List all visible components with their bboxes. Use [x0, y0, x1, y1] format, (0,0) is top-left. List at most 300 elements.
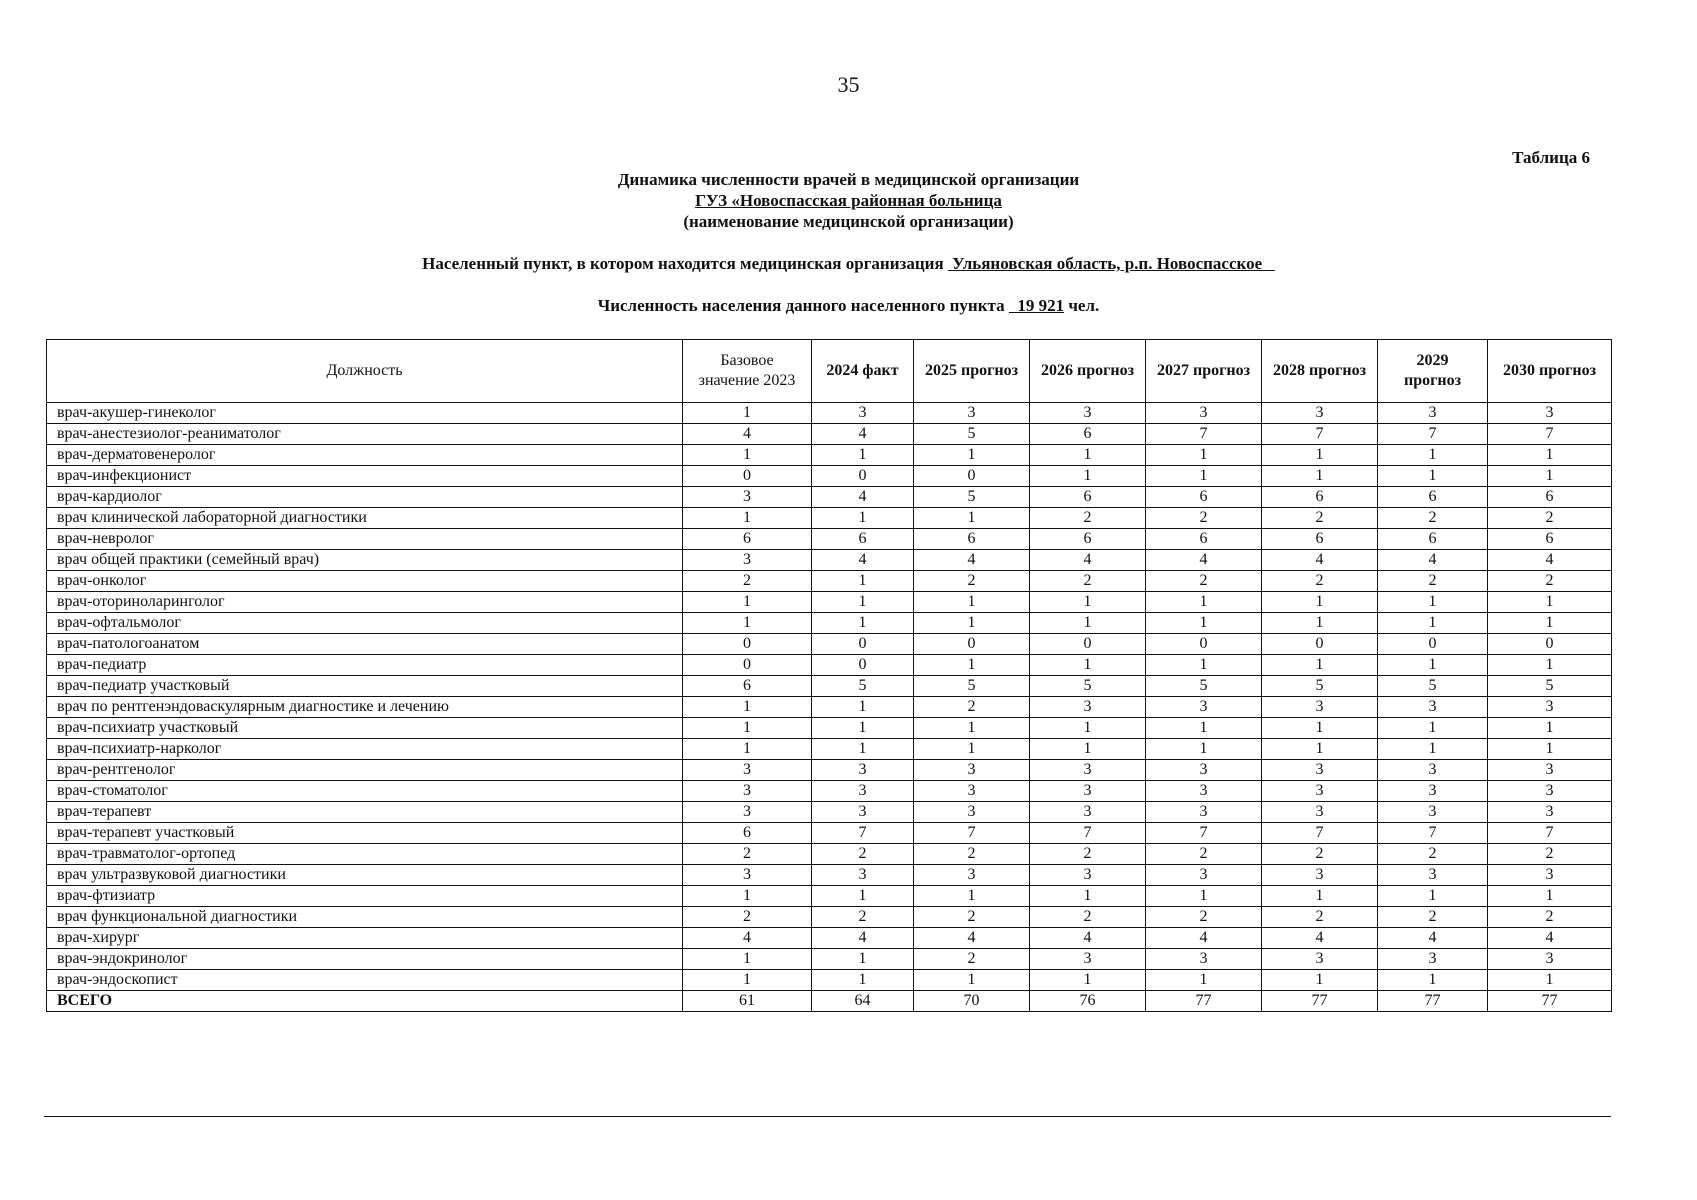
cell-2026: 6: [1030, 487, 1146, 508]
population-unit: чел.: [1068, 296, 1100, 315]
cell-2029: 7: [1378, 424, 1488, 445]
table-row: [47, 613, 1612, 634]
cell-2027: 2: [1146, 907, 1262, 928]
cell-2028: 4: [1262, 928, 1378, 949]
cell-2030: 2: [1488, 571, 1612, 592]
cell-position: врач-оториноларинголог: [47, 592, 683, 613]
cell-2024: 1: [812, 445, 914, 466]
cell-2028: 1: [1262, 445, 1378, 466]
cell-2027: 1: [1146, 466, 1262, 487]
cell-2030: 2: [1488, 844, 1612, 865]
cell-2027: 1: [1146, 445, 1262, 466]
cell-position: врач-эндокринолог: [47, 949, 683, 970]
cell-base-2023: 1: [683, 508, 812, 529]
cell-2027: 7: [1146, 424, 1262, 445]
cell-2026: 2: [1030, 571, 1146, 592]
cell-2030: 1: [1488, 613, 1612, 634]
cell-2026: 3: [1030, 802, 1146, 823]
cell-2028: 7: [1262, 424, 1378, 445]
cell-2025: 1: [914, 886, 1030, 907]
cell-2030: 4: [1488, 550, 1612, 571]
cell-2026: 3: [1030, 949, 1146, 970]
cell-2024: 7: [812, 823, 914, 844]
cell-2029: 3: [1378, 865, 1488, 886]
cell-2026: 1: [1030, 970, 1146, 991]
table-row: [47, 424, 1612, 445]
cell-2027: 6: [1146, 529, 1262, 550]
cell-2025: 1: [914, 613, 1030, 634]
cell-2024: 0: [812, 655, 914, 676]
cell-position: врач-инфекционист: [47, 466, 683, 487]
cell-2029: 3: [1378, 949, 1488, 970]
table-row: [47, 634, 1612, 655]
cell-2029: 6: [1378, 529, 1488, 550]
cell-position: врач клинической лабораторной диагностики: [47, 508, 683, 529]
cell-position: врач-акушер-гинеколог: [47, 403, 683, 424]
cell-2026: 1: [1030, 445, 1146, 466]
total-cell-2027: 77: [1146, 991, 1262, 1012]
cell-2028: 5: [1262, 676, 1378, 697]
cell-2024: 1: [812, 508, 914, 529]
cell-2026: 1: [1030, 739, 1146, 760]
cell-2028: 3: [1262, 865, 1378, 886]
header-2030: 2030 прогноз: [1488, 340, 1612, 403]
cell-base-2023: 1: [683, 739, 812, 760]
cell-2029: 1: [1378, 592, 1488, 613]
table-row: [47, 802, 1612, 823]
cell-2030: 1: [1488, 445, 1612, 466]
cell-2025: 1: [914, 508, 1030, 529]
cell-position: врач-психиатр-нарколог: [47, 739, 683, 760]
cell-2029: 1: [1378, 613, 1488, 634]
cell-base-2023: 6: [683, 529, 812, 550]
cell-2024: 6: [812, 529, 914, 550]
cell-2024: 5: [812, 676, 914, 697]
cell-2030: 3: [1488, 865, 1612, 886]
cell-position: врач-фтизиатр: [47, 886, 683, 907]
cell-2026: 1: [1030, 466, 1146, 487]
cell-2027: 1: [1146, 655, 1262, 676]
table-row: [47, 781, 1612, 802]
cell-2029: 5: [1378, 676, 1488, 697]
total-cell-2028: 77: [1262, 991, 1378, 1012]
table-header-row: [47, 340, 1612, 403]
cell-position: врач-стоматолог: [47, 781, 683, 802]
table-row: [47, 592, 1612, 613]
cell-2027: 3: [1146, 697, 1262, 718]
header-2029: 2029 прогноз: [1378, 340, 1488, 403]
cell-position: врач-рентгенолог: [47, 760, 683, 781]
table-row: [47, 508, 1612, 529]
cell-2025: 0: [914, 466, 1030, 487]
cell-2026: 3: [1030, 865, 1146, 886]
cell-2029: 3: [1378, 781, 1488, 802]
cell-2025: 5: [914, 676, 1030, 697]
cell-2029: 4: [1378, 550, 1488, 571]
population-line: [0, 296, 1697, 316]
cell-position: врач-дерматовенеролог: [47, 445, 683, 466]
cell-position: врач-анестезиолог-реаниматолог: [47, 424, 683, 445]
cell-2029: 0: [1378, 634, 1488, 655]
cell-2025: 4: [914, 928, 1030, 949]
cell-2029: 3: [1378, 697, 1488, 718]
organization-name: [0, 191, 1697, 211]
cell-2024: 3: [812, 802, 914, 823]
cell-2029: 3: [1378, 760, 1488, 781]
locality-label: Населенный пункт, в котором находится медицинская организация: [422, 254, 944, 273]
cell-2030: 6: [1488, 487, 1612, 508]
cell-2026: 2: [1030, 844, 1146, 865]
header-base-2023: Базовое значение 2023: [683, 340, 812, 403]
cell-2025: 0: [914, 634, 1030, 655]
cell-2024: 1: [812, 949, 914, 970]
cell-2027: 1: [1146, 592, 1262, 613]
cell-2030: 1: [1488, 655, 1612, 676]
cell-2028: 3: [1262, 802, 1378, 823]
cell-2029: 3: [1378, 802, 1488, 823]
table-body: [47, 403, 1612, 1012]
cell-base-2023: 1: [683, 403, 812, 424]
cell-2029: 1: [1378, 718, 1488, 739]
table-row: [47, 697, 1612, 718]
cell-2028: 6: [1262, 487, 1378, 508]
cell-position: врач по рентгенэндоваскулярным диагностике и лечению: [47, 697, 683, 718]
cell-2027: 4: [1146, 928, 1262, 949]
cell-position: врач общей практики (семейный врач): [47, 550, 683, 571]
cell-position: врач-кардиолог: [47, 487, 683, 508]
cell-position: врач ультразвуковой диагностики: [47, 865, 683, 886]
cell-2026: 7: [1030, 823, 1146, 844]
cell-position: врач-хирург: [47, 928, 683, 949]
cell-2025: 3: [914, 802, 1030, 823]
cell-2028: 1: [1262, 970, 1378, 991]
doctors-staffing-table: [46, 339, 1612, 1012]
table-row: [47, 403, 1612, 424]
cell-position: врач-педиатр участковый: [47, 676, 683, 697]
header-2025: 2025 прогноз: [914, 340, 1030, 403]
table-row: [47, 970, 1612, 991]
cell-2028: 1: [1262, 718, 1378, 739]
cell-2028: 2: [1262, 907, 1378, 928]
cell-2028: 4: [1262, 550, 1378, 571]
cell-2026: 1: [1030, 655, 1146, 676]
cell-2027: 1: [1146, 613, 1262, 634]
cell-base-2023: 1: [683, 718, 812, 739]
cell-2025: 5: [914, 424, 1030, 445]
cell-2029: 1: [1378, 970, 1488, 991]
cell-2025: 1: [914, 655, 1030, 676]
cell-2027: 3: [1146, 781, 1262, 802]
cell-2027: 6: [1146, 487, 1262, 508]
page-number: 35: [837, 72, 860, 97]
cell-2025: 1: [914, 592, 1030, 613]
cell-2030: 3: [1488, 949, 1612, 970]
cell-position: врач-эндоскопист: [47, 970, 683, 991]
table-row: [47, 550, 1612, 571]
cell-2028: 3: [1262, 403, 1378, 424]
cell-2030: 3: [1488, 781, 1612, 802]
total-cell-2029: 77: [1378, 991, 1488, 1012]
cell-2029: 1: [1378, 466, 1488, 487]
cell-base-2023: 0: [683, 655, 812, 676]
population-label: Численность населения данного населенного пункта: [597, 296, 1005, 315]
population-value: 19 921: [1017, 296, 1065, 315]
locality-value: Ульяновская область, р.п. Новоспасское: [952, 254, 1263, 273]
table-row: [47, 529, 1612, 550]
cell-2030: 1: [1488, 466, 1612, 487]
table-row: [47, 907, 1612, 928]
cell-2027: 1: [1146, 739, 1262, 760]
cell-2028: 3: [1262, 760, 1378, 781]
cell-2029: 1: [1378, 655, 1488, 676]
cell-2027: 2: [1146, 844, 1262, 865]
cell-2026: 4: [1030, 550, 1146, 571]
total-cell-2030: 77: [1488, 991, 1612, 1012]
cell-position: врач-травматолог-ортопед: [47, 844, 683, 865]
cell-base-2023: 1: [683, 613, 812, 634]
total-cell-base-2023: 61: [683, 991, 812, 1012]
cell-2030: 3: [1488, 760, 1612, 781]
cell-2026: 3: [1030, 403, 1146, 424]
cell-2024: 0: [812, 634, 914, 655]
cell-2025: 6: [914, 529, 1030, 550]
cell-2025: 1: [914, 445, 1030, 466]
cell-base-2023: 2: [683, 571, 812, 592]
cell-base-2023: 0: [683, 634, 812, 655]
total-cell-position: ВСЕГО: [47, 991, 683, 1012]
cell-2028: 3: [1262, 781, 1378, 802]
cell-base-2023: 4: [683, 424, 812, 445]
table-row: [47, 445, 1612, 466]
cell-base-2023: 3: [683, 550, 812, 571]
cell-2027: 0: [1146, 634, 1262, 655]
cell-2030: 4: [1488, 928, 1612, 949]
cell-2028: 1: [1262, 466, 1378, 487]
cell-2024: 3: [812, 865, 914, 886]
cell-2028: 1: [1262, 592, 1378, 613]
cell-position: врач-офтальмолог: [47, 613, 683, 634]
cell-2024: 3: [812, 760, 914, 781]
cell-2025: 1: [914, 718, 1030, 739]
cell-2025: 3: [914, 865, 1030, 886]
cell-2030: 0: [1488, 634, 1612, 655]
cell-2029: 2: [1378, 844, 1488, 865]
cell-2027: 7: [1146, 823, 1262, 844]
table-row: [47, 571, 1612, 592]
cell-2024: 4: [812, 487, 914, 508]
table-row: [47, 739, 1612, 760]
cell-base-2023: 3: [683, 760, 812, 781]
cell-2028: 6: [1262, 529, 1378, 550]
cell-base-2023: 0: [683, 466, 812, 487]
cell-2024: 1: [812, 718, 914, 739]
cell-2029: 1: [1378, 445, 1488, 466]
cell-base-2023: 1: [683, 445, 812, 466]
cell-2026: 1: [1030, 613, 1146, 634]
cell-base-2023: 6: [683, 823, 812, 844]
cell-2030: 3: [1488, 802, 1612, 823]
cell-2025: 3: [914, 781, 1030, 802]
cell-2025: 1: [914, 739, 1030, 760]
cell-2027: 1: [1146, 718, 1262, 739]
table-row: [47, 865, 1612, 886]
cell-2030: 1: [1488, 970, 1612, 991]
cell-2024: 1: [812, 592, 914, 613]
cell-2025: 2: [914, 571, 1030, 592]
cell-base-2023: 1: [683, 949, 812, 970]
cell-2026: 4: [1030, 928, 1146, 949]
cell-2026: 3: [1030, 697, 1146, 718]
cell-2030: 1: [1488, 886, 1612, 907]
cell-2030: 7: [1488, 823, 1612, 844]
table-row: [47, 760, 1612, 781]
cell-base-2023: 2: [683, 844, 812, 865]
cell-2030: 5: [1488, 676, 1612, 697]
cell-2029: 3: [1378, 403, 1488, 424]
table-row: [47, 886, 1612, 907]
cell-2028: 2: [1262, 571, 1378, 592]
cell-2026: 2: [1030, 508, 1146, 529]
cell-2024: 0: [812, 466, 914, 487]
cell-2027: 3: [1146, 760, 1262, 781]
table-total-row: [47, 991, 1612, 1012]
cell-position: врач-онколог: [47, 571, 683, 592]
table-row: [47, 655, 1612, 676]
cell-2024: 1: [812, 739, 914, 760]
organization-name-value: ГУЗ «Новоспасская районная больница: [695, 191, 1002, 210]
organization-caption: (наименование медицинской организации): [683, 212, 1014, 231]
footer-divider: [44, 1116, 1611, 1117]
cell-2024: 1: [812, 970, 914, 991]
cell-position: врач-невролог: [47, 529, 683, 550]
table-row: [47, 718, 1612, 739]
cell-2028: 1: [1262, 655, 1378, 676]
cell-base-2023: 1: [683, 592, 812, 613]
cell-2026: 5: [1030, 676, 1146, 697]
cell-2024: 2: [812, 907, 914, 928]
cell-position: врач-патологоанатом: [47, 634, 683, 655]
cell-2028: 1: [1262, 739, 1378, 760]
cell-2024: 1: [812, 571, 914, 592]
table-row: [47, 928, 1612, 949]
cell-2028: 3: [1262, 697, 1378, 718]
cell-base-2023: 1: [683, 697, 812, 718]
document-title: Динамика численности врачей в медицинской организации: [617, 170, 1080, 189]
cell-2024: 3: [812, 403, 914, 424]
cell-2026: 1: [1030, 592, 1146, 613]
table-row: [47, 949, 1612, 970]
cell-2029: 2: [1378, 907, 1488, 928]
cell-2029: 2: [1378, 571, 1488, 592]
cell-base-2023: 3: [683, 802, 812, 823]
cell-2028: 2: [1262, 844, 1378, 865]
cell-position: врач-терапевт участковый: [47, 823, 683, 844]
cell-2025: 4: [914, 550, 1030, 571]
cell-base-2023: 4: [683, 928, 812, 949]
cell-2027: 1: [1146, 970, 1262, 991]
cell-2030: 1: [1488, 739, 1612, 760]
cell-2025: 3: [914, 403, 1030, 424]
cell-2029: 4: [1378, 928, 1488, 949]
cell-2029: 1: [1378, 886, 1488, 907]
locality-line: [0, 254, 1697, 274]
cell-2025: 1: [914, 970, 1030, 991]
cell-2030: 2: [1488, 508, 1612, 529]
table-row: [47, 676, 1612, 697]
cell-2026: 3: [1030, 781, 1146, 802]
cell-2025: 7: [914, 823, 1030, 844]
cell-2028: 0: [1262, 634, 1378, 655]
cell-2028: 2: [1262, 508, 1378, 529]
cell-2027: 3: [1146, 802, 1262, 823]
cell-2027: 2: [1146, 508, 1262, 529]
table-label: Таблица 6: [1512, 148, 1590, 167]
cell-2028: 1: [1262, 886, 1378, 907]
cell-position: врач-терапевт: [47, 802, 683, 823]
cell-2024: 2: [812, 844, 914, 865]
cell-2025: 2: [914, 949, 1030, 970]
cell-2027: 3: [1146, 865, 1262, 886]
cell-2026: 1: [1030, 886, 1146, 907]
cell-2030: 2: [1488, 907, 1612, 928]
cell-2026: 3: [1030, 760, 1146, 781]
cell-base-2023: 6: [683, 676, 812, 697]
total-cell-2026: 76: [1030, 991, 1146, 1012]
cell-2028: 1: [1262, 613, 1378, 634]
cell-2030: 3: [1488, 403, 1612, 424]
cell-2025: 2: [914, 907, 1030, 928]
cell-2029: 6: [1378, 487, 1488, 508]
total-cell-2025: 70: [914, 991, 1030, 1012]
cell-2026: 1: [1030, 718, 1146, 739]
cell-base-2023: 1: [683, 970, 812, 991]
cell-2024: 4: [812, 550, 914, 571]
cell-base-2023: 3: [683, 781, 812, 802]
cell-2027: 1: [1146, 886, 1262, 907]
table-row: [47, 844, 1612, 865]
cell-base-2023: 3: [683, 487, 812, 508]
cell-2026: 2: [1030, 907, 1146, 928]
table-row: [47, 823, 1612, 844]
cell-2029: 2: [1378, 508, 1488, 529]
cell-base-2023: 3: [683, 865, 812, 886]
cell-2027: 3: [1146, 949, 1262, 970]
cell-2029: 1: [1378, 739, 1488, 760]
cell-2030: 6: [1488, 529, 1612, 550]
cell-2024: 4: [812, 424, 914, 445]
cell-2030: 1: [1488, 592, 1612, 613]
cell-base-2023: 2: [683, 907, 812, 928]
cell-position: врач-психиатр участковый: [47, 718, 683, 739]
cell-2025: 5: [914, 487, 1030, 508]
cell-position: врач функциональной диагностики: [47, 907, 683, 928]
header-2026: 2026 прогноз: [1030, 340, 1146, 403]
cell-2030: 7: [1488, 424, 1612, 445]
cell-base-2023: 1: [683, 886, 812, 907]
header-position: Должность: [47, 340, 683, 403]
cell-2028: 3: [1262, 949, 1378, 970]
cell-2026: 6: [1030, 529, 1146, 550]
cell-2024: 3: [812, 781, 914, 802]
cell-position: врач-педиатр: [47, 655, 683, 676]
cell-2027: 3: [1146, 403, 1262, 424]
table-row: [47, 487, 1612, 508]
cell-2025: 3: [914, 760, 1030, 781]
cell-2027: 5: [1146, 676, 1262, 697]
cell-2028: 7: [1262, 823, 1378, 844]
cell-2027: 4: [1146, 550, 1262, 571]
total-cell-2024: 64: [812, 991, 914, 1012]
